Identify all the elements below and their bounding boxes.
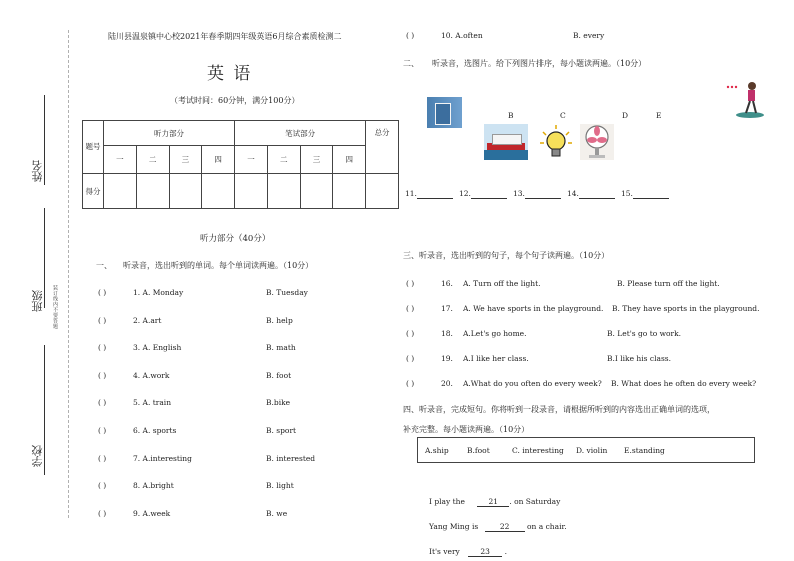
answer-paren[interactable]: ( )	[406, 31, 415, 40]
option-a: 7. A.interesting	[133, 453, 192, 463]
option-b: B. help	[266, 315, 293, 325]
col-number: 三	[300, 146, 333, 174]
sentence-23: It's very 23 .	[429, 547, 507, 556]
sentence-a: A.Let's go home.	[463, 329, 527, 338]
fan-picture	[580, 124, 614, 160]
item-number: 17.	[441, 304, 453, 313]
score-cell[interactable]	[333, 174, 366, 209]
pic-letter-b: B	[508, 111, 514, 120]
question-number-label: 题号	[83, 121, 104, 174]
answer-paren[interactable]: ( )	[98, 508, 107, 518]
option-b: B. sport	[266, 426, 297, 435]
score-cell[interactable]	[202, 174, 235, 209]
sentence-21: I play the 21 . on Saturday	[429, 497, 561, 506]
class-label: 班级	[31, 290, 44, 312]
answer-paren[interactable]: ( )	[98, 398, 107, 408]
col-number: 四	[202, 146, 235, 174]
option-a: 5. A. train	[133, 398, 172, 408]
col-number: 四	[333, 146, 366, 174]
section2-number: 二、	[403, 59, 419, 68]
col-number: 二	[136, 146, 169, 174]
subject-title: 英 语	[207, 64, 253, 84]
answer-paren[interactable]: ( )	[98, 315, 107, 325]
order-blank[interactable]: 15.	[621, 189, 669, 199]
word-option: D. violin	[576, 446, 608, 455]
answer-paren[interactable]: ( )	[406, 279, 415, 288]
binding-line	[68, 30, 69, 518]
standing-girl-picture	[724, 79, 770, 119]
section4-title-line2: 补充完整。每小题读两遍。（10分）	[403, 425, 530, 434]
sentence-b: B.I like his class.	[607, 354, 672, 363]
option-b: B.bike	[266, 398, 291, 408]
option-b: B. we	[266, 508, 288, 518]
word-option: E.standing	[624, 446, 665, 455]
score-table	[82, 120, 399, 209]
option-a: 9. A.week	[133, 508, 171, 518]
section1-title: 听录音，选出听到的单词。每个单词读两遍。（10分）	[123, 261, 314, 270]
col-number: 三	[169, 146, 202, 174]
answer-paren[interactable]: ( )	[98, 426, 107, 435]
name-label: 姓名	[31, 160, 44, 182]
ship-picture	[484, 124, 528, 160]
score-cell[interactable]	[169, 174, 202, 209]
option-b: B. Tuesday	[266, 288, 308, 297]
score-cell[interactable]	[366, 174, 399, 209]
school-title: 陆川县温泉镇中心校2021年春季期四年级英语6月综合素质检测二	[108, 32, 342, 41]
name-field[interactable]	[44, 95, 45, 185]
score-label: 得分	[83, 174, 104, 209]
word-option: B.foot	[467, 446, 490, 455]
pic-letter-e: E	[656, 111, 662, 120]
sentence-a: A. We have sports in the playground.	[463, 304, 604, 313]
score-cell[interactable]	[300, 174, 333, 209]
order-blank[interactable]: 11.	[405, 189, 453, 199]
item-number: 18.	[441, 329, 453, 338]
answer-blank[interactable]: 23	[468, 547, 502, 557]
total-header: 总分	[366, 121, 399, 174]
pic-letter-c: C	[560, 111, 566, 120]
answer-paren[interactable]: ( )	[406, 354, 415, 363]
answer-paren[interactable]: ( )	[406, 304, 415, 313]
answer-paren[interactable]: ( )	[98, 343, 107, 353]
answer-blank[interactable]: 21	[477, 497, 509, 507]
sentence-22: Yang Ming is 22 on a chair.	[429, 522, 567, 531]
score-cell[interactable]	[104, 174, 137, 209]
section4-title-line1: 四、听录音，完成短句。你将听到一段录音，请根据所听到的内容选出正确单词的选项，	[403, 405, 715, 414]
exam-info: （考试时间：60分钟，满分100分）	[170, 96, 300, 105]
item-number: 20.	[441, 379, 453, 388]
sentence-a: A. Turn off the light.	[463, 279, 541, 288]
door-picture	[427, 97, 462, 128]
option-a: 2. A.art	[133, 315, 162, 325]
option-a: 3. A. English	[133, 343, 182, 353]
sentence-a: A.I like her class.	[463, 354, 529, 363]
item-number: 19.	[441, 354, 453, 363]
sentence-a: A.What do you often do every week?	[463, 379, 602, 388]
option-b: B. light	[266, 481, 294, 491]
item10-a: 10. A.often	[441, 31, 483, 40]
binding-note: 装订线内不要答题	[52, 285, 58, 329]
col-number: 一	[235, 146, 268, 174]
sentence-b: B. Please turn off the light.	[617, 279, 720, 288]
section1-number: 一、	[96, 261, 112, 270]
item10-b: B. every	[573, 31, 605, 40]
option-b: B. foot	[266, 370, 292, 380]
section2-title: 听录音，选图片。给下列图片排序，每小题读两遍。（10分）	[432, 59, 647, 68]
school-field[interactable]	[44, 345, 45, 475]
order-blank[interactable]: 14.	[567, 189, 615, 199]
writing-header: 笔试部分	[235, 121, 366, 146]
listening-header: 听力部分	[104, 121, 235, 146]
answer-paren[interactable]: ( )	[98, 370, 107, 380]
section3-title: 三、听录音，选出听到的句子，每个句子读两遍。（10分）	[403, 251, 610, 260]
score-cell[interactable]	[267, 174, 300, 209]
option-a: 1. A. Monday	[133, 288, 184, 297]
option-a: 4. A.work	[133, 370, 170, 380]
sentence-b: B. Let's go to work.	[607, 329, 682, 338]
score-cell[interactable]	[136, 174, 169, 209]
option-b: B. interested	[266, 453, 316, 463]
answer-paren[interactable]: ( )	[406, 329, 415, 338]
sentence-b: B. What does he often do every week?	[611, 379, 757, 388]
answer-paren[interactable]: ( )	[98, 481, 107, 491]
class-field[interactable]	[44, 208, 45, 308]
pic-letter-d: D	[622, 111, 629, 120]
option-a: 8. A.bright	[133, 481, 174, 491]
score-cell[interactable]	[235, 174, 268, 209]
option-a: 6. A. sports	[133, 426, 177, 435]
item-number: 16.	[441, 279, 453, 288]
col-number: 二	[267, 146, 300, 174]
option-b: B. math	[266, 343, 296, 353]
answer-paren[interactable]: ( )	[406, 379, 415, 388]
word-option: A.ship	[425, 446, 449, 455]
answer-paren[interactable]: ( )	[98, 288, 107, 297]
col-number: 一	[104, 146, 137, 174]
sentence-b: B. They have sports in the playground.	[612, 304, 760, 313]
listening-title: 听力部分（40分）	[200, 234, 271, 244]
light-bulb-picture	[538, 124, 574, 160]
word-bank	[417, 437, 755, 463]
answer-paren[interactable]: ( )	[98, 453, 107, 463]
order-blank[interactable]: 12.	[459, 189, 507, 199]
order-blank[interactable]: 13.	[513, 189, 561, 199]
word-option: C. interesting	[512, 446, 564, 455]
answer-blank[interactable]: 22	[485, 522, 525, 532]
school-label: 学校	[31, 445, 44, 467]
